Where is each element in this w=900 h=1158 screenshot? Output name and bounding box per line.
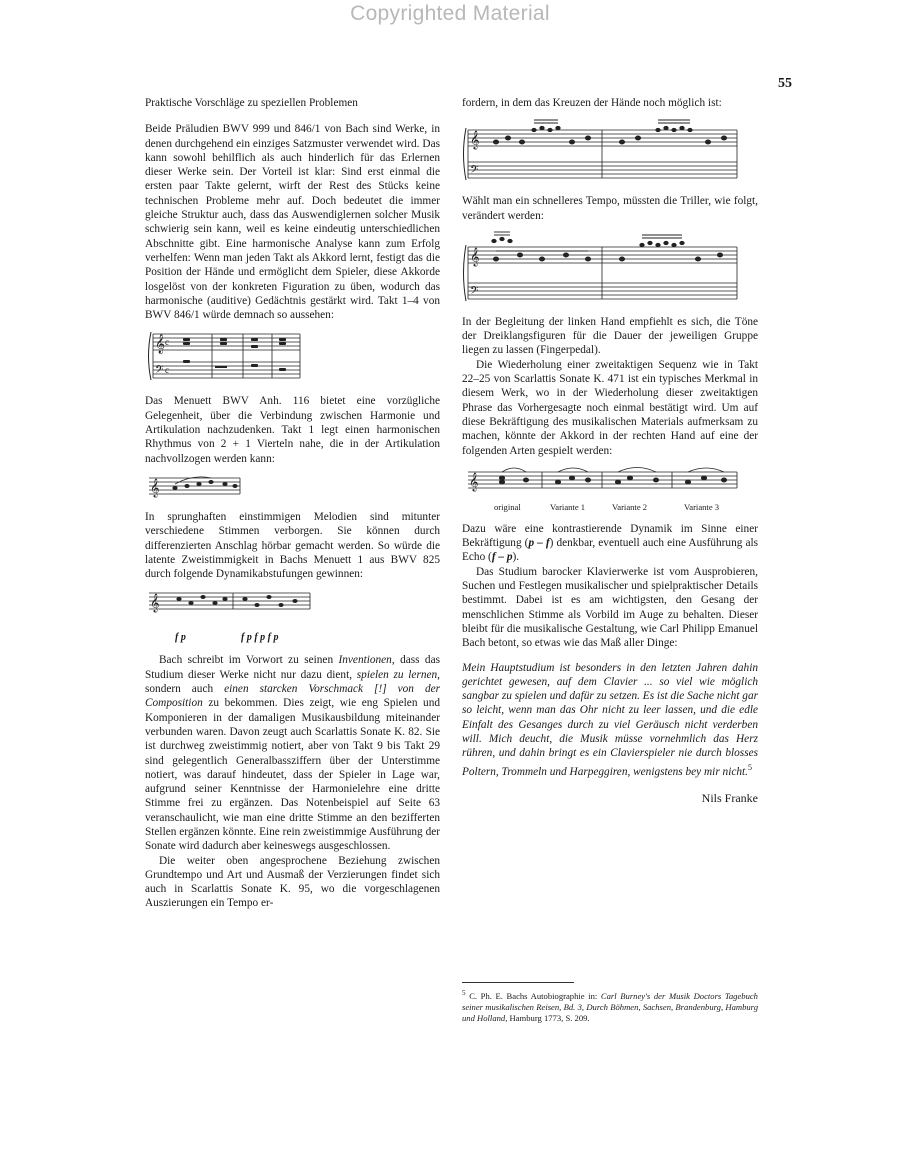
svg-text:𝄞: 𝄞 [470, 248, 480, 266]
music-example-trills [462, 229, 758, 307]
paragraph: Bach schreibt im Vorwort zu seinen Inventionen, dass das Studium dieser Werke nicht nur dazu dient, spielen zu lernen, sondern auch einen starcken Vorschmack [!] von der Composition zu bekommen. Dies zeigt, wie eng Spielen und Komponieren in der damaligen Musikausbildung miteinander verbunden waren. Davon zeugt auch Scarlattis Sonate K. 82. Sie ist durchweg zweistimmig notiert, aber von Takt 9 bis Takt 29 sind gelegentlich Generalbassziffern über der Unterstimme notiert, was darauf hindeutet, dass der Spieler in Lage war, aufgrund seiner Kenntnisse der Harmonielehre eine dritte Stimme frei zu ergänzen. Das Notenbeispiel auf Seite 63 veranschaulicht, wie man eine dritte Stimme an den bezifferten Stellen ergänzen könnte. Eine rein zweistimmige Ausführung der Sonate wird dadurch aber keineswegs ausgeschlossen. [145, 654, 440, 853]
footnote-divider [462, 982, 574, 983]
paragraph: In der Begleitung der linken Hand empfiehlt es sich, die Töne der Dreiklangsfiguren für die Dauer der jeweiligen Gruppe liegen zu lassen (Fingerpedal). [462, 315, 758, 357]
variant-label: original [494, 501, 521, 512]
paragraph: Das Studium barocker Klavierwerke ist vom Ausprobieren, Suchen und Festlegen musikalischer und spielpraktischer Details bestimmt. Dabei ist es am wichtigsten, den Gesang der menschlichen Stimme als Vorbild im Auge zu behalten. Dieser bleibt für die musikalische Gestaltung, wie Carl Philipp Emanuel Bach betont, so etwas wie das Maß aller Dinge: [462, 565, 758, 650]
svg-text:𝄢: 𝄢 [155, 363, 164, 379]
music-example-articulation [145, 472, 440, 502]
svg-text:c: c [165, 337, 169, 348]
author-signature: Nils Franke [701, 790, 758, 805]
footnote-ref: 5 [747, 762, 752, 772]
paragraph: Wählt man ein schnelleres Tempo, müssten die Triller, wie folgt, verändert werden: [462, 195, 758, 222]
dynamics-marking: f p f p f p [241, 632, 279, 644]
music-example-variants [462, 464, 758, 514]
dynamics-marking: f p [175, 632, 186, 644]
svg-text:𝄞: 𝄞 [150, 479, 160, 497]
left-column [145, 96, 440, 911]
paragraph: Das Menuett BWV Anh. 116 bietet eine vorzügliche Gelegenheit, über die Verbindung zwischen Harmonie und Artikulation nachzudenken. Takt 1 legt einen harmonischen Rhythmus von 2 + 1 Vierteln nahe, die in der Artikulation nachvollzogen werden kann: [145, 395, 440, 465]
variant-labels [462, 500, 758, 514]
svg-text:𝄢: 𝄢 [470, 163, 479, 179]
music-example-crossing-hands [462, 116, 758, 186]
paragraph: In sprunghaften einstimmigen Melodien sind mitunter verschiedene Stimmen verborgen. Sie können durch differenzierten Anschlag hörbar gemacht werden. So würde die latente Zweistimmigkeit in Bachs Menuett 1 aus BWV 825 durch folgende Dynamikabstufungen gewinnen: [145, 510, 440, 581]
section-heading: Praktische Vorschläge zu speziellen Problemen [145, 97, 358, 109]
right-column [462, 96, 758, 805]
variant-label: Variante 1 [550, 501, 586, 512]
paragraph: Die Wiederholung einer zweitaktigen Sequenz wie in Takt 22–25 von Scarlattis Sonate K. 471 ist ein typisches Merkmal in diesem Werk, wo in der Wiederholung dieser zweitaktigen Phrase das Vorhergesagte noch einmal bestätigt wird. Um auf diese Bekräftigung des musikalischen Materials aufmerksam zu machen, könnte der Akkord in der rechten Hand auf eine der folgenden Arten gespielt werden: [462, 358, 758, 457]
paragraph: fordern, in dem das Kreuzen der Hände noch möglich ist: [462, 97, 722, 109]
svg-text:c: c [165, 365, 169, 376]
paragraph: Dazu wäre eine kontrastierende Dynamik im Sinne einer Bekräftigung (p – f) denkbar, eventuell auch eine Ausführung als Echo (f – p). [462, 522, 758, 564]
music-example-dynamics [145, 587, 440, 645]
watermark: Copyrighted Material [350, 2, 550, 25]
svg-text:𝄞: 𝄞 [155, 334, 166, 354]
variant-label: Variante 3 [684, 501, 720, 512]
page-number: 55 [778, 76, 792, 91]
paragraph: Die weiter oben angesprochene Beziehung zwischen Grundtempo und Art und Ausmaß der Verzierungen findet sich auch in Scarlattis Sonate K. 95, wo die vorgeschlagenen Auszierungen ein Tempo er- [145, 854, 440, 910]
footnote: $^5$ C. Ph. E. Bachs Autobiographie in: Carl Burney's der Musik Doctors Tagebuch seiner musikalischen Reisen, Bd. 3, Durch Böhmen, Sachsen, Brandenburg, Hamburg und Holland, Hamburg 1773, S. 209. [462, 989, 758, 1023]
svg-text:𝄢: 𝄢 [470, 283, 479, 299]
svg-text:𝄞: 𝄞 [150, 595, 160, 613]
variant-label: Variante 2 [612, 501, 648, 512]
paragraph: Beide Präludien BWV 999 und 846/1 von Bach sind Werke, in denen durchgehend ein einziges Satzmuster verwendet wird. Das kann sowohl behilflich als auch hinderlich für das Erlernen dieser Werke sein. Der Vorteil ist klar: Sind erst einmal die ersten paar Takte gelernt, wirft der Rest des Stücks keine technischen Probleme mehr auf. Doch bedeutet die immer gleiche Struktur auch, dass das Auswendiglernen solcher Musik schwierig sein kann, weil es keine eindeutig unterschiedlichen Abschnitte gibt. Eine harmonische Analyse kann zum Erfolg verhelfen: Wenn man jeden Takt als Akkord lernt, festigt das die Position der Hände und ermöglicht dem Spieler, diese Akkorde losgelöst von der konkreten Figuration zu üben, wodurch das harmonische (auditive) Gedächtnis gestärkt wird. Takt 1–4 von BWV 846/1 würde demnach so aussehen: [145, 123, 440, 322]
svg-text:𝄞: 𝄞 [469, 473, 479, 491]
svg-text:𝄞: 𝄞 [470, 132, 480, 150]
quotation: Mein Hauptstudium ist besonders in den letzten Jahren dahin gerichtet gewesen, auf dem Clavier ... so viel wie möglich sangbar zu spielen und dafür zu setzen. Es ist die Sache nicht gar so leicht, wenn man das Ohr nicht zu leer lassen, und die edle Einfalt des Gesanges durch zu viel Geräusch nicht verderben will. Mich deucht, die Musik müsse vornehmlich das Herz rühren, und dahin bringt es ein Clavierspieler nie durch blosses Poltern, Trommeln und Harpeggiren, wenigstens bey mir nicht.$^5$ [462, 661, 758, 778]
music-example-chords [145, 328, 440, 386]
